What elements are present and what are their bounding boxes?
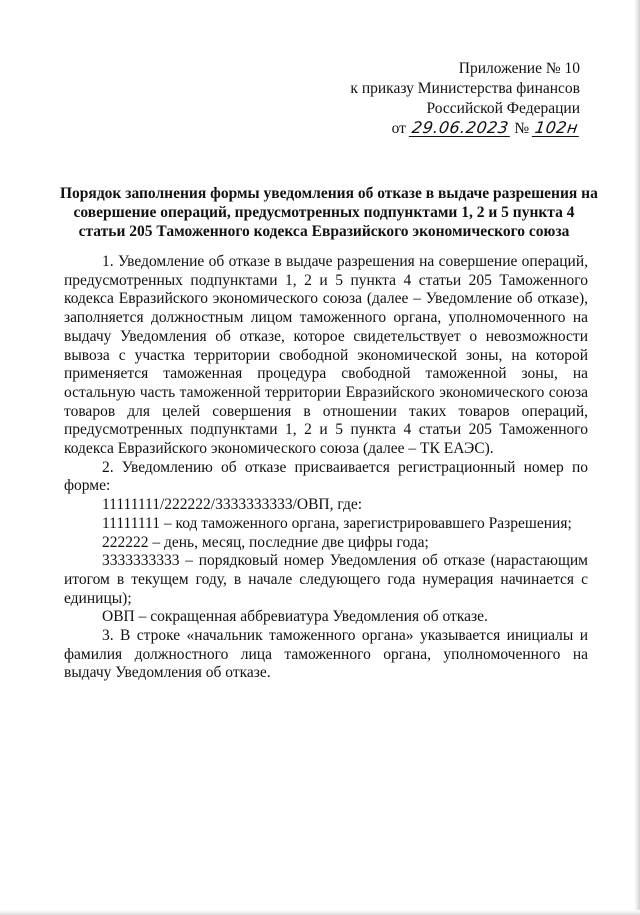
paragraph-2-format: 11111111/222222/3333333333/ОВП, где: — [102, 496, 363, 514]
date-prefix: от — [391, 120, 406, 137]
handwritten-order-number: 102н — [533, 118, 580, 137]
scan-edge-right — [634, 0, 640, 915]
appendix-order-ref: к приказу Министерства финансов — [350, 80, 580, 97]
appendix-header — [280, 59, 580, 139]
paragraph-2-item-3: 3333333333 – порядковый номер Уведомления об отказе (нарастающим итогом в текущем году, в начале следующего года нумерация начинается с единицы); — [64, 552, 588, 607]
paragraph-2-item-2: 222222 – день, месяц, последние две цифры года; — [102, 533, 429, 551]
paragraph-2-item-4: ОВП – сокращенная аббревиатура Уведомления об отказе. — [102, 608, 488, 626]
appendix-country: Российской Федерации — [426, 100, 580, 117]
document-body — [64, 253, 588, 683]
title-line-3: статьи 205 Таможенного кодекса Евразийского экономического союза — [78, 223, 570, 240]
paragraph-1: 1. Уведомление об отказе в выдаче разрешения на совершение операций, предусмотренных подпунктами 1, 2 и 5 пункта 4 статьи 205 Таможенного кодекса Евразийского экономического союза (далее – Уведомление об отказе), заполняется должностным лицом таможенного органа, уполномоченного на выдачу Уведомления об отказе, которое свидетельствует о невозможности вывоза с участка территории свободной экономической зоны, на которой применяется таможенная процедура свободной таможенной зоны, на остальную часть таможенной территории Евразийского экономического союза товаров для целей совершения в отношении таких товаров операций, предусмотренных подпунктами 1, 2 и 5 пункта 4 статьи 205 Таможенного кодекса Евразийского экономического союза (далее – ТК ЕАЭС). — [64, 253, 588, 458]
appendix-date-line — [280, 119, 580, 139]
document-title — [60, 184, 598, 241]
appendix-number: Приложение № 10 — [458, 60, 580, 77]
number-prefix: № — [514, 120, 530, 137]
title-line-1: Порядок заполнения формы уведомления об отказе в выдаче разрешения на — [60, 185, 598, 202]
title-line-2: совершение операций, предусмотренных подпунктами 1, 2 и 5 пункта 4 — [73, 204, 575, 221]
paragraph-2: 2. Уведомлению об отказе присваивается регистрационный номер по форме: — [64, 458, 588, 495]
scan-edge-bottom — [0, 910, 640, 915]
paragraph-3: 3. В строке «начальник таможенного органа» указывается инициалы и фамилия должностного лица таможенного органа, уполномоченного на выдачу Уведомления об отказе. — [64, 627, 588, 682]
paragraph-2-item-1: 11111111 – код таможенного органа, зарегистрировавшего Разрешения; — [102, 514, 572, 532]
handwritten-date: 29.06.2023 — [410, 118, 510, 137]
